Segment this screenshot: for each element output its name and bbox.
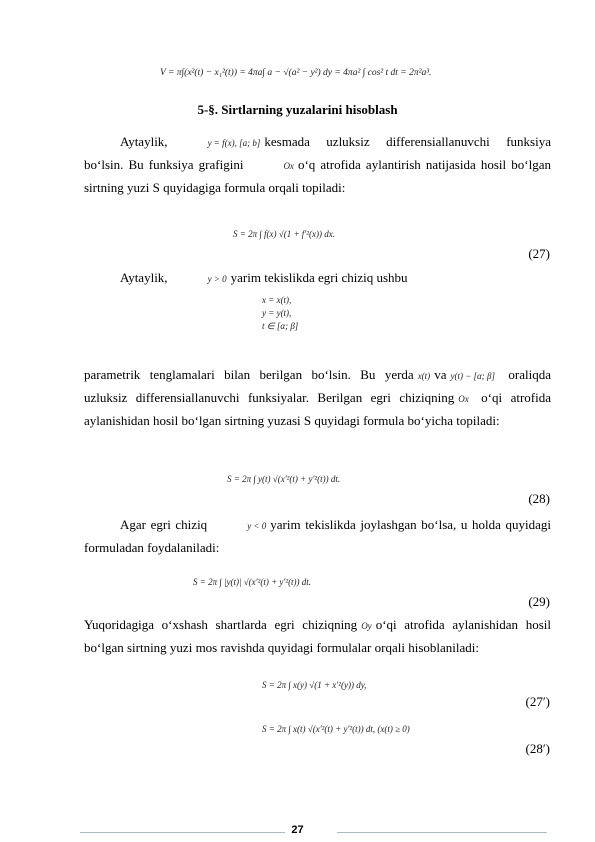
paragraph-4 [84,514,551,559]
system-line-y: y = y(t), [262,308,292,318]
equation-number-28-prime: (28′) [525,741,550,756]
equation-number-29: (29) [528,594,550,609]
system-line-x: x = x(t), [262,295,292,305]
p1-text-c: o‘q atrofida aylantirish natijasida hosil bo‘lgan sirtning yuzi S quyidagiga formula orqali topiladi: [84,157,551,196]
section-heading: 5-§. Sirtlarning yuzalarini hisoblash [197,102,398,117]
paragraph-2 [84,267,551,290]
equation-number-28: (28) [528,491,550,506]
p3-text-a: parametrik tenglamalari bilan berilgan bo‘lsin. Bu yerda [84,367,414,382]
volume-formula: V = π∫(x²(t) − x₁²(t)) = 4πa∫ a − √(a² − y²) dy = 4πa² ∫ cos² t dt = 2π²a³. [160,68,432,78]
p2-text-b: yarim tekislikda egri chiziq ushbu [230,270,408,285]
formula-28-prime: S = 2π ∫ x(t) √(x′²(t) + y′²(t)) dt, (x(t) ≥ 0) [262,724,410,734]
page-number: 27 [291,824,304,836]
equation-number-27-prime: (27′) [525,694,550,709]
formula-27: S = 2π ∫ f(x) √(1 + f′²(x)) dx. [233,229,335,239]
p3-formula-ox: Ox [458,394,469,405]
p3-formula-y: y(t) − [α; β] [450,371,495,382]
paragraph-3 [84,364,551,432]
p3-text-va: va [434,367,447,382]
p1-formula-f: y = f(x), [a; b] [207,138,261,149]
paragraph-1 [84,131,551,199]
formula-29: S = 2π ∫ |y(t)| √(x′²(t) + y′²(t)) dt. [193,577,312,587]
p5-formula-oy: Oy [361,621,372,632]
p1-text-b: kesmada uzluksiz differensiallanuvchi funksiya bo‘lsin. Bu funksiya grafigini [84,134,551,173]
system-line-t: t ∈ [α; β] [262,321,299,331]
p4-formula: y < 0 [247,521,267,532]
paragraph-5 [84,614,551,659]
equation-number-27: (27) [528,246,550,261]
p3-formula-x: x(t) [417,371,431,382]
p3-text-c: o‘qi atrofida aylanishidan hosil bo‘lgan sirtning yuzasi S quyidagi formula bo‘yicha topiladi: [84,390,551,429]
p3-text-b: oraliqda uzluksiz differensiallanuvchi funksiyalar. Berilgan egri chiziqning [84,367,551,406]
formula-28: S = 2π ∫ y(t) √(x′²(t) + y′²(t)) dt. [227,474,341,484]
p2-text-a: Aytaylik, [120,270,168,285]
formula-27-prime: S = 2π ∫ x(y) √(1 + x′²(y)) dy, [262,680,367,690]
p4-text-b: yarim tekislikda joylashgan bo‘lsa, u holda quyidagi formuladan foydalaniladi: [84,517,551,556]
parametric-system [262,294,298,333]
p5-text-b: o‘qi atrofida aylanishidan hosil bo‘lgan sirtning yuzi mos ravishda quyidagi formulalar orqali hisoblaniladi: [84,617,551,656]
p1-text-a: Aytaylik, [120,134,168,149]
p5-text-a: Yuqoridagiga o‘xshash shartlarda egri chiziqning [84,617,358,632]
p4-text-a: Agar egri chiziq [120,517,208,532]
p1-formula-ox: Ox [283,161,294,172]
p2-formula: y > 0 [207,274,227,285]
